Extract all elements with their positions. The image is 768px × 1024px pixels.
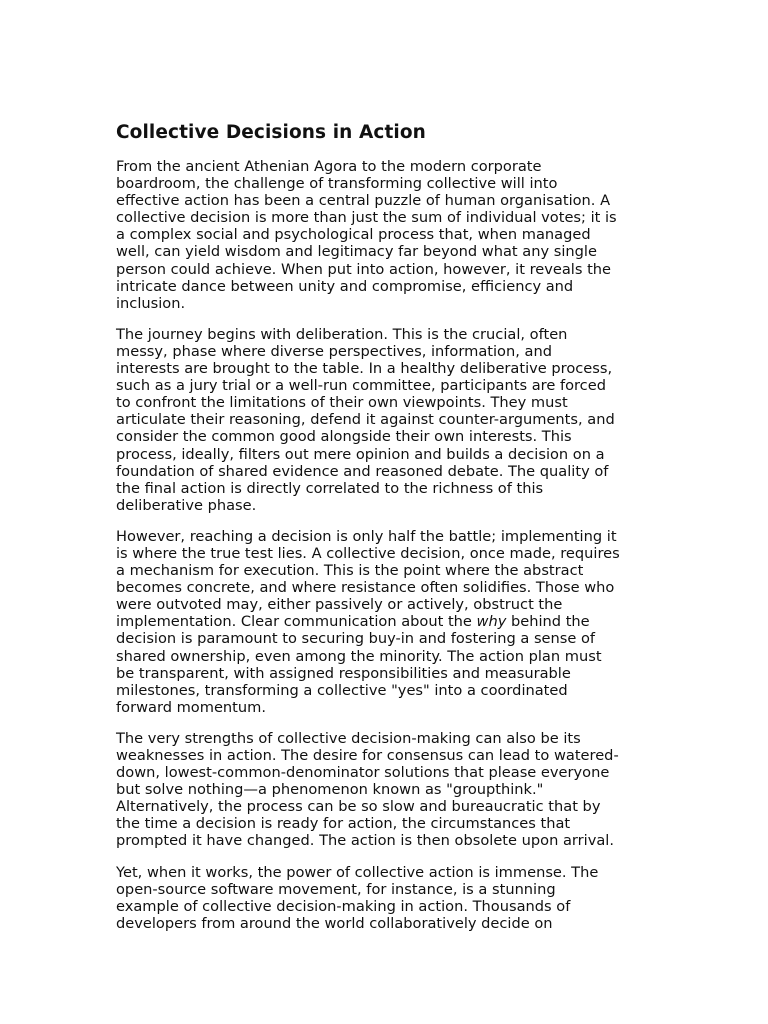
- text-line: prompted it have changed. The action is then obsolete upon arrival.: [116, 832, 614, 850]
- text-line: be transparent, with assigned responsibilities and measurable: [116, 664, 571, 682]
- text-line: open-source software movement, for instance, is a stunning: [116, 880, 556, 898]
- document-page: [116, 120, 656, 946]
- text-line: the final action is directly correlated to the richness of this: [116, 479, 544, 497]
- paragraph-1: [116, 158, 656, 312]
- text-line: developers from around the world collaboratively decide on: [116, 914, 553, 932]
- text-line: The very strengths of collective decision-making can also be its: [116, 729, 581, 747]
- text-line: foundation of shared evidence and reasoned debate. The quality of: [116, 462, 609, 480]
- text-segment: implementation. Clear communication about the: [116, 613, 477, 631]
- text-line: becomes concrete, and where resistance often solidifies. Those who: [116, 579, 615, 597]
- text-line: articulate their reasoning, defend it against counter-arguments, and: [116, 411, 615, 429]
- paragraph-2: [116, 326, 656, 514]
- text-line: down, lowest-common-denominator solutions that please everyone: [116, 764, 610, 782]
- text-line: However, reaching a decision is only half the battle; implementing it: [116, 527, 617, 545]
- text-line: collective decision is more than just the sum of individual votes; it is: [116, 209, 617, 227]
- text-line: a mechanism for execution. This is the point where the abstract: [116, 562, 584, 580]
- text-line: shared ownership, even among the minority. The action plan must: [116, 647, 602, 665]
- text-line: effective action has been a central puzzle of human organisation. A: [116, 192, 611, 210]
- paragraph-3: [116, 528, 656, 716]
- text-line: but solve nothing—a phenomenon known as "groupthink.": [116, 781, 544, 799]
- text-line: milestones, transforming a collective "yes" into a coordinated: [116, 681, 568, 699]
- text-line: such as a jury trial or a well-run committee, participants are forced: [116, 377, 606, 395]
- text-line: boardroom, the challenge of transforming collective will into: [116, 175, 558, 193]
- emphasis-word: why: [476, 613, 507, 631]
- text-line: consider the common good alongside their own interests. This: [116, 428, 572, 446]
- text-line: the time a decision is ready for action, the circumstances that: [116, 815, 571, 833]
- text-segment: behind the: [506, 613, 590, 631]
- text-line: intricate dance between unity and compromise, efficiency and: [116, 277, 574, 295]
- text-line: to confront the limitations of their own viewpoints. They must: [116, 394, 568, 412]
- text-line: person could achieve. When put into action, however, it reveals the: [116, 260, 612, 278]
- text-line: well, can yield wisdom and legitimacy far beyond what any single: [116, 243, 597, 261]
- text-line: is where the true test lies. A collective decision, once made, requires: [116, 544, 620, 562]
- text-line: The journey begins with deliberation. This is the crucial, often: [116, 325, 568, 343]
- text-line: decision is paramount to securing buy-in and fostering a sense of: [116, 630, 596, 648]
- text-line: forward momentum.: [116, 698, 267, 716]
- text-line: example of collective decision-making in action. Thousands of: [116, 897, 571, 915]
- text-line: were outvoted may, either passively or actively, obstruct the: [116, 596, 563, 614]
- text-line: interests are brought to the table. In a healthy deliberative process,: [116, 360, 613, 378]
- text-line: Yet, when it works, the power of collective action is immense. The: [116, 863, 599, 881]
- text-line: Alternatively, the process can be so slow and bureaucratic that by: [116, 798, 601, 816]
- text-line: messy, phase where diverse perspectives, information, and: [116, 342, 552, 360]
- text-line: inclusion.: [116, 294, 186, 312]
- paragraph-4: [116, 730, 656, 850]
- document-title: Collective Decisions in Action: [116, 122, 426, 143]
- text-line: process, ideally, filters out mere opinion and builds a decision on a: [116, 445, 605, 463]
- text-line: a complex social and psychological process that, when managed: [116, 226, 591, 244]
- text-line: weaknesses in action. The desire for consensus can lead to watered-: [116, 747, 619, 764]
- paragraph-5: [116, 864, 656, 932]
- text-line: deliberative phase.: [116, 496, 257, 514]
- text-line: From the ancient Athenian Agora to the modern corporate: [116, 158, 542, 175]
- text-line-with-emphasis: [116, 613, 656, 630]
